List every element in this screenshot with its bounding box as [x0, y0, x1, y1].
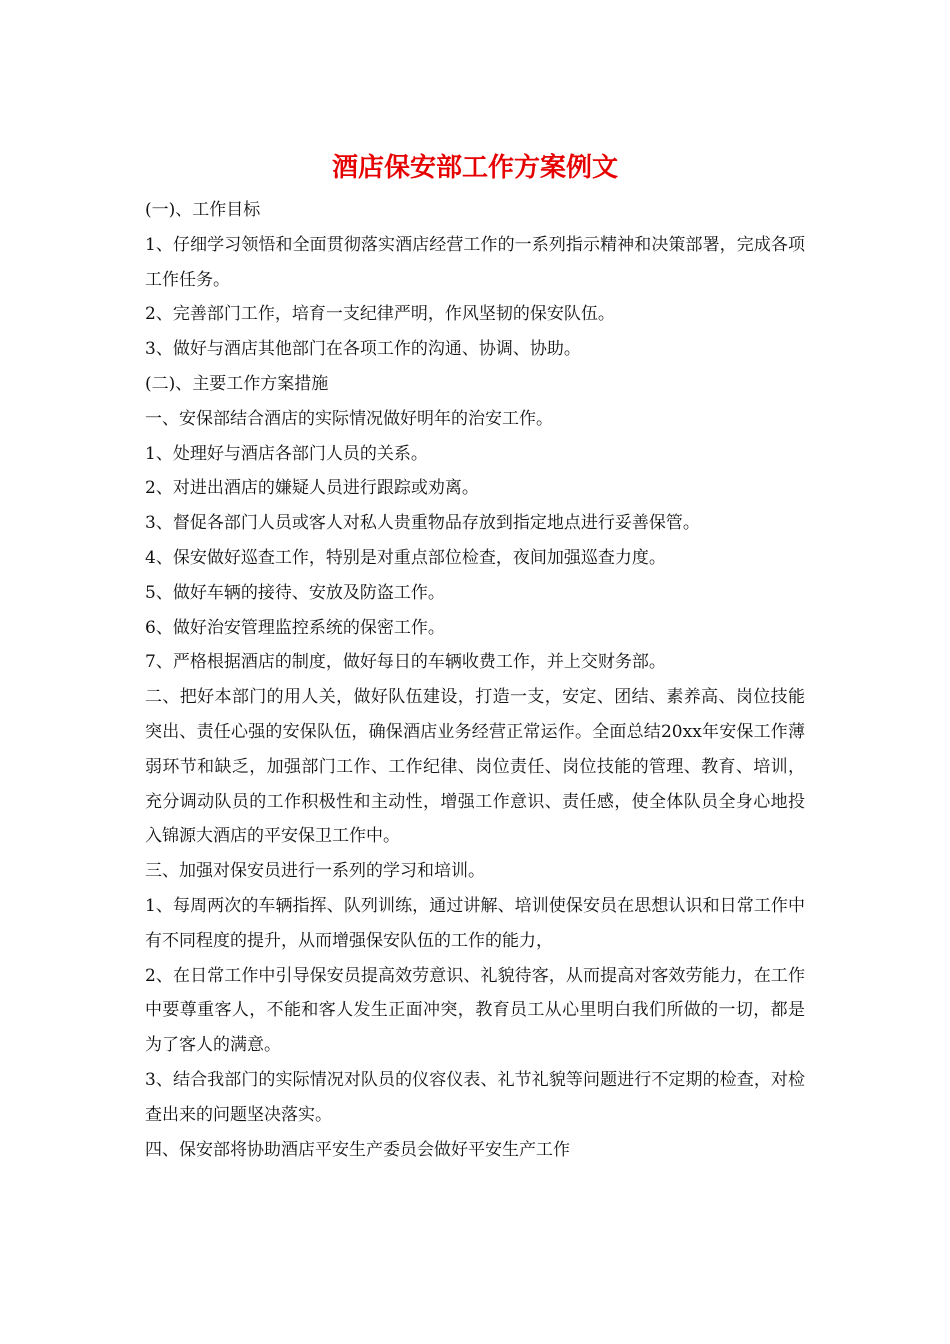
paragraph: 2、在日常工作中引导保安员提高效劳意识、礼貌待客，从而提高对客效劳能力，在工作中要尊重客人，不能和客人发生正面冲突，教育员工从心里明白我们所做的一切，都是为了客人的满意。: [145, 965, 805, 1056]
paragraph: 2、对进出酒店的嫌疑人员进行跟踪或劝离。: [145, 478, 479, 499]
paragraph: 3、做好与酒店其他部门在各项工作的沟通、协调、协助。: [145, 339, 581, 360]
paragraph: 4、保安做好巡查工作，特别是对重点部位检查，夜间加强巡查力度。: [145, 547, 666, 568]
paragraph: 7、严格根据酒店的制度，做好每日的车辆收费工作，并上交财务部。: [145, 652, 666, 673]
paragraph: 1、每周两次的车辆指挥、队列训练，通过讲解、培训使保安员在思想认识和日常工作中有不同程度的提升，从而增强保安队伍的工作的能力，: [145, 895, 805, 951]
paragraph: 3、督促各部门人员或客人对私人贵重物品存放到指定地点进行妥善保管。: [145, 513, 700, 534]
paragraph: 2、完善部门工作，培育一支纪律严明，作风坚韧的保安队伍。: [145, 304, 615, 325]
paragraph: 5、做好车辆的接待、安放及防盗工作。: [145, 582, 445, 603]
document-title: 酒店保安部工作方案例文: [331, 153, 618, 183]
paragraph: 三、加强对保安员进行一系列的学习和培训。: [145, 861, 485, 882]
paragraph: 3、结合我部门的实际情况对队员的仪容仪表、礼节礼貌等问题进行不定期的检查，对检查出来的问题坚决落实。: [145, 1069, 805, 1125]
paragraph: 一、安保部结合酒店的实际情况做好明年的治安工作。: [145, 408, 553, 429]
paragraph: 二、把好本部门的用人关，做好队伍建设，打造一支，安定、团结、素养高、岗位技能突出、责任心强的安保队伍，确保酒店业务经营正常运作。全面总结20xx年安保工作薄弱环节和缺乏，加强部门工作、工作纪律、岗位责任、岗位技能的管理、教育、培训，充分调动队员的工作积极性和主动性，增强工作意识、责任感，使全体队员全身心地投入锦源大酒店的平安保卫工作中。: [145, 687, 805, 847]
document-body: [145, 193, 805, 1167]
paragraph: 1、处理好与酒店各部门人员的关系。: [145, 443, 428, 464]
paragraph: (一)、工作目标: [145, 200, 261, 220]
paragraph: 四、保安部将协助酒店平安生产委员会做好平安生产工作: [145, 1139, 570, 1160]
paragraph: 1、仔细学习领悟和全面贯彻落实酒店经营工作的一系列指示精神和决策部署，完成各项工作任务。: [145, 234, 805, 290]
paragraph: 6、做好治安管理监控系统的保密工作。: [145, 617, 445, 638]
paragraph: (二)、主要工作方案措施: [145, 373, 329, 394]
